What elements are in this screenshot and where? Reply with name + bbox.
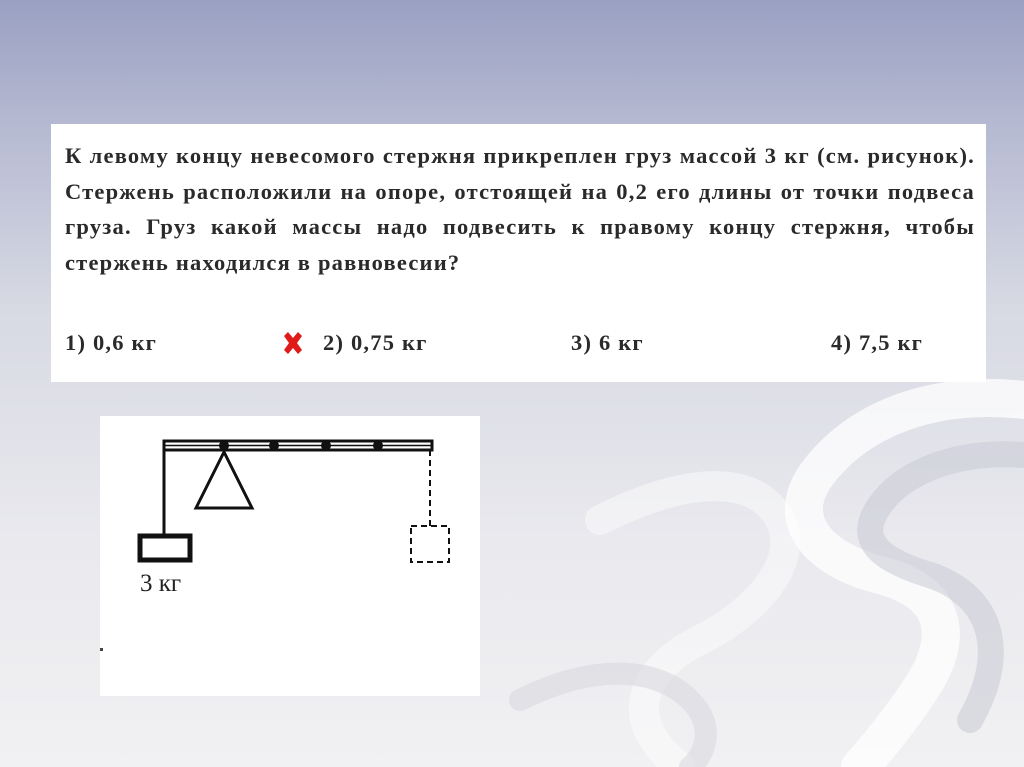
right-weight-unknown bbox=[411, 526, 449, 562]
left-weight bbox=[140, 536, 190, 560]
mass-label: 3 кг bbox=[140, 570, 182, 597]
answer-option-3[interactable]: 3) 6 кг bbox=[571, 330, 644, 355]
support-triangle bbox=[196, 452, 252, 508]
problem-card bbox=[51, 124, 986, 382]
cross-mark-icon bbox=[279, 329, 307, 357]
answer-option-1[interactable]: 1) 0,6 кг bbox=[65, 330, 158, 355]
lever-diagram bbox=[100, 416, 480, 696]
answer-option-4[interactable]: 4) 7,5 кг bbox=[831, 330, 924, 355]
problem-statement: К левому концу невесомого стержня прикреплен груз массой 3 кг (см. рисунок). Стержень расположили на опоре, отстоящей на 0,2 его длины от точки подвеса груза. Груз какой массы надо подвесить к правому концу стержня, чтобы стержень находился в равновесии? bbox=[65, 143, 975, 275]
answer-options bbox=[51, 330, 986, 366]
rod bbox=[164, 441, 432, 450]
answer-option-2[interactable]: 2) 0,75 кг bbox=[323, 330, 428, 355]
figure-card bbox=[100, 416, 480, 696]
